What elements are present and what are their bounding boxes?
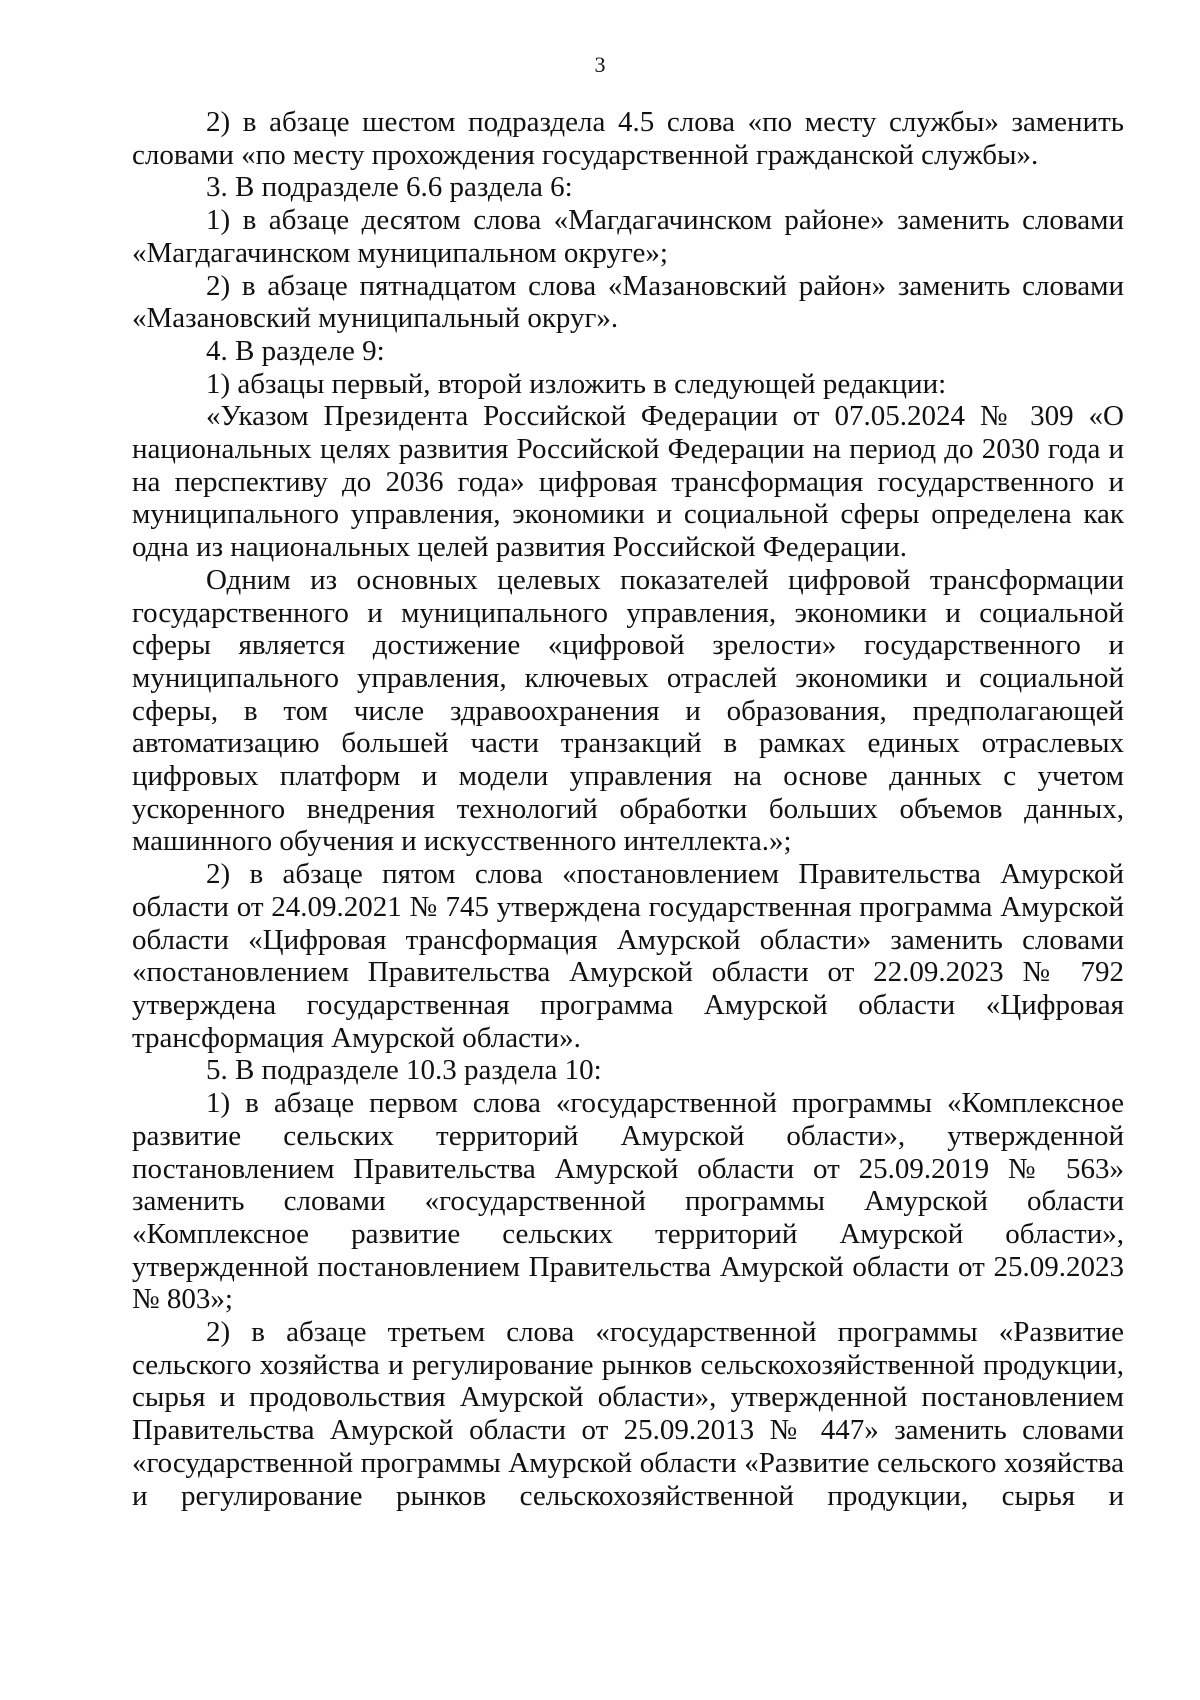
- paragraph-9-item-1: 1) абзацы первый, второй изложить в следующей редакции:: [206, 367, 947, 400]
- paragraph-9-quote-2: Одним из основных целевых показателей цифровой трансформации государственного и муниципального управления, экономики и социальной сферы является достижение «цифровой зрелости» государственного и муниципального управления, ключевых отраслей экономики и социальной сферы, в том числе здравоохранения и образования, предполагающей автоматизацию большей части транзакций в рамках единых отраслевых цифровых платформ и модели управления на основе данных с учетом ускоренного внедрения технологий обработки больших объемов данных, машинного обучения и искусственного интеллекта.»;: [132, 563, 1124, 858]
- paragraph-section-6-heading: 3. В подразделе 6.6 раздела 6:: [206, 171, 573, 204]
- paragraph-9-item-2: 2) в абзаце пятом слова «постановлением Правительства Амурской области от 24.09.2021 № 745 утверждена государственная программа Амурской области «Цифровая трансформация Амурской области» заменить словами «постановлением Правительства Амурской области от 22.09.2023 № 792 утверждена государственная программа Амурской области «Цифровая трансформация Амурской области».: [132, 858, 1124, 1054]
- paragraph-6-6-item-1: 1) в абзаце десятом слова «Магдагачинском районе» заменить словами «Магдагачинском муниципальном округе»;: [132, 204, 1124, 269]
- paragraph-4-5-amendment: 2) в абзаце шестом подраздела 4.5 слова «по месту службы» заменить словами «по месту прохождения государственной гражданской службы».: [132, 106, 1124, 171]
- page-number: 3: [594, 52, 606, 77]
- document-body: [132, 106, 1124, 1512]
- paragraph-10-3-item-2: 2) в абзаце третьем слова «государственной программы «Развитие сельского хозяйства и регулирование рынков сельскохозяйственной продукции, сырья и продовольствия Амурской области», утвержденной постановлением Правительства Амурской области от 25.09.2013 № 447» заменить словами «государственной программы Амурской области «Развитие сельского хозяйства и регулирование рынков сельскохозяйственной продукции, сырья и: [132, 1316, 1124, 1512]
- paragraph-section-9-heading: 4. В разделе 9:: [206, 334, 385, 367]
- paragraph-9-quote-1: «Указом Президента Российской Федерации от 07.05.2024 № 309 «О национальных целях развития Российской Федерации на период до 2030 года и на перспективу до 2036 года» цифровая трансформация государственного и муниципального управления, экономики и социальной сферы определена как одна из национальных целей развития Российской Федерации.: [132, 400, 1124, 564]
- paragraph-section-10-heading: 5. В подразделе 10.3 раздела 10:: [206, 1054, 602, 1087]
- paragraph-6-6-item-2: 2) в абзаце пятнадцатом слова «Мазановский район» заменить словами «Мазановский муниципальный округ».: [132, 269, 1124, 335]
- paragraph-10-3-item-1: 1) в абзаце первом слова «государственной программы «Комплексное развитие сельских территорий Амурской области», утвержденной постановлением Правительства Амурской области от 25.09.2019 № 563» заменить словами «государственной программы Амурской области «Комплексное развитие сельских территорий Амурской области», утвержденной постановлением Правительства Амурской области от 25.09.2023 № 803»;: [132, 1087, 1124, 1316]
